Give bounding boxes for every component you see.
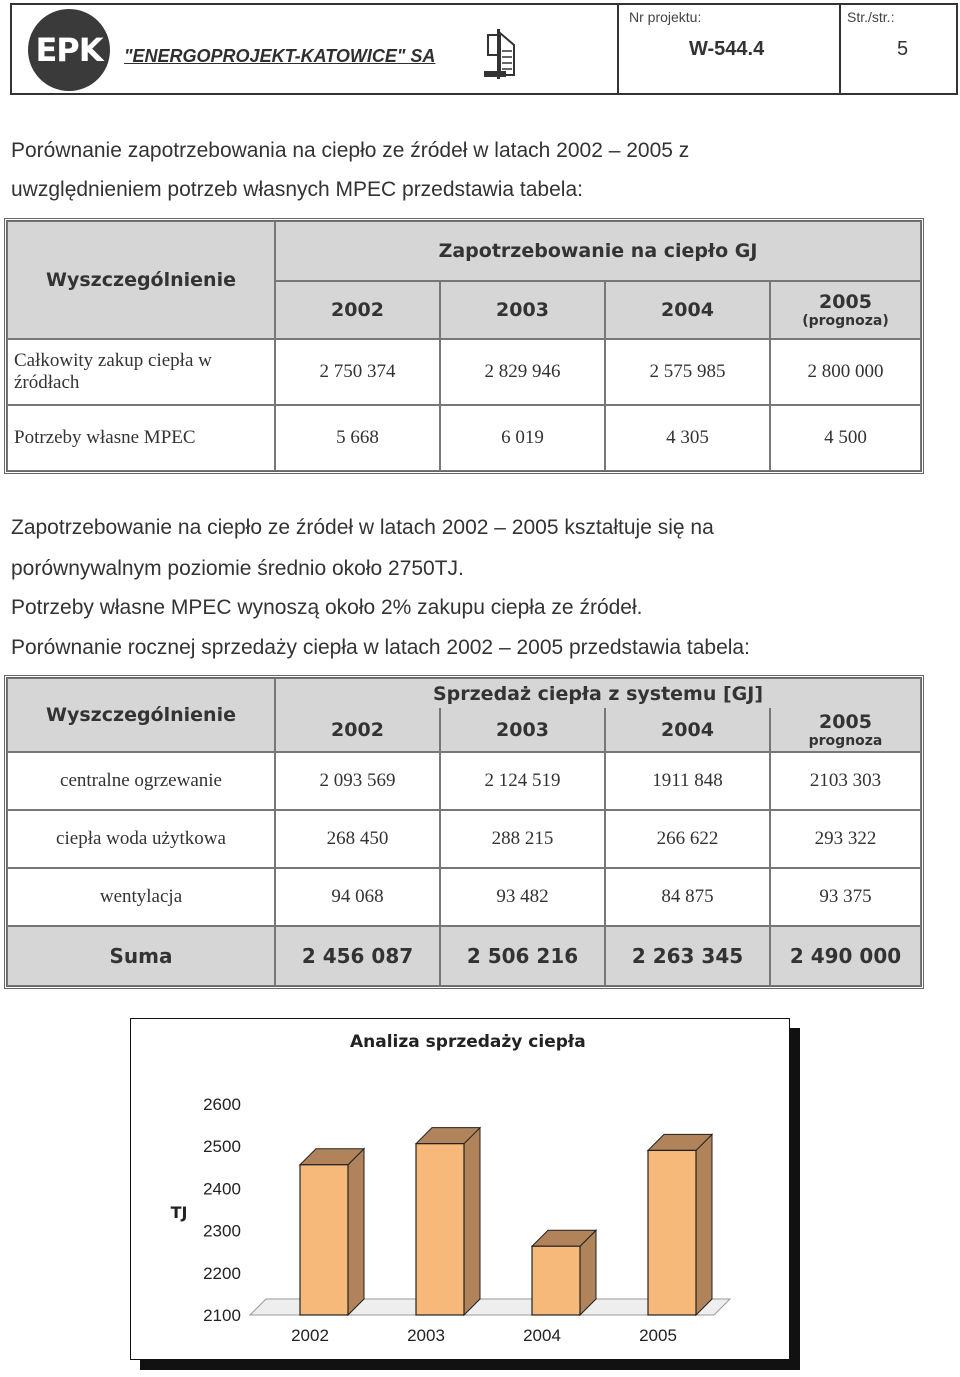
bar-chart [130, 1018, 790, 1360]
company-name: "ENERGOPROJEKT-KATOWICE" SA [124, 46, 436, 66]
bar [648, 1150, 696, 1315]
intro-line-2: uwzględnieniem potrzeb własnych MPEC przedstawia tabela: [11, 178, 583, 201]
project-number: W-544.4 [689, 38, 765, 60]
y-axis-label: TJ [170, 1203, 188, 1222]
y-tick-label: 2400 [203, 1179, 241, 1199]
cell-value: 2 124 519 [440, 752, 605, 810]
cell-value: 2 829 946 [440, 339, 605, 405]
middle-line-2: porównywalnym poziomie średnio około 2750TJ. [11, 557, 464, 580]
row-label: ciepła woda użytkowa [7, 810, 275, 868]
table-row [7, 810, 921, 868]
cell-value: 2 800 000 [770, 339, 921, 405]
x-tick-label: 2004 [523, 1326, 561, 1345]
heat-demand-table [4, 218, 924, 474]
middle-line-1: Zapotrzebowanie na ciepło ze źródeł w latach 2002 – 2005 kształtuje się na [11, 516, 714, 539]
table-row [7, 868, 921, 926]
bar-side [464, 1128, 480, 1315]
y-tick-label: 2200 [203, 1263, 241, 1283]
t2-year-2005-label: 2005 [819, 710, 872, 733]
t1-year-2005 [770, 281, 921, 339]
cell-value: 94 068 [275, 868, 440, 926]
y-tick-label: 2300 [203, 1221, 241, 1241]
t2-forecast-note: prognoza [808, 732, 883, 749]
cell-value: 5 668 [275, 405, 440, 471]
bar [300, 1165, 348, 1315]
cell-value: 268 450 [275, 810, 440, 868]
sum-value: 2 263 345 [605, 926, 770, 986]
table-row [7, 339, 921, 405]
cell-value: 266 622 [605, 810, 770, 868]
cell-value: 2103 303 [770, 752, 921, 810]
cell-value: 2 093 569 [275, 752, 440, 810]
logo-text: EPK [35, 31, 103, 69]
y-tick-label: 2600 [203, 1095, 241, 1114]
bar-side [348, 1149, 364, 1315]
cell-value: 1911 848 [605, 752, 770, 810]
header-company-cell [12, 5, 619, 93]
page-number: 5 [897, 38, 909, 60]
header-page-cell [839, 5, 956, 93]
emblem-icon [480, 27, 522, 83]
cell-value: 84 875 [605, 868, 770, 926]
x-tick-label: 2002 [291, 1326, 329, 1345]
cell-value: 4 305 [605, 405, 770, 471]
y-tick-label: 2500 [203, 1137, 241, 1157]
bar [416, 1144, 464, 1315]
t2-year-2002: 2002 [275, 708, 440, 752]
table-row [7, 752, 921, 810]
bar [532, 1246, 580, 1315]
sum-label: Suma [7, 926, 275, 986]
t2-year-2005 [770, 708, 921, 752]
sum-value: 2 506 216 [440, 926, 605, 986]
row-label: wentylacja [7, 868, 275, 926]
t2-group-header: Sprzedaż ciepła z systemu [GJ] [275, 678, 921, 708]
document-header [10, 3, 958, 95]
t1-forecast-note: (prognoza) [802, 313, 889, 329]
header-project-cell [617, 5, 841, 93]
cell-value: 93 375 [770, 868, 921, 926]
project-label: Nr projektu: [629, 9, 702, 25]
t1-group-header: Zapotrzebowanie na ciepło GJ [275, 221, 921, 281]
t1-year-2002: 2002 [275, 281, 440, 339]
y-tick-label: 2100 [203, 1306, 241, 1325]
bar-side [696, 1134, 712, 1315]
x-tick-label: 2003 [407, 1326, 445, 1345]
row-label: centralne ogrzewanie [7, 752, 275, 810]
table-row [7, 405, 921, 471]
middle-line-4: Porównanie rocznej sprzedaży ciepła w latach 2002 – 2005 przedstawia tabela: [11, 636, 750, 659]
cell-value: 2 750 374 [275, 339, 440, 405]
t1-year-2003: 2003 [440, 281, 605, 339]
page-label: Str./str.: [847, 9, 895, 25]
t1-year-2005-label: 2005 [819, 291, 872, 313]
row-label: Potrzeby własne MPEC [7, 405, 275, 471]
sum-value: 2 490 000 [770, 926, 921, 986]
heat-sales-table [4, 675, 924, 989]
cell-value: 293 322 [770, 810, 921, 868]
epk-logo [28, 9, 110, 91]
cell-value: 4 500 [770, 405, 921, 471]
row-label: Całkowity zakup ciepła w źródłach [7, 339, 275, 405]
intro-line-1: Porównanie zapotrzebowania na ciepło ze źródeł w latach 2002 – 2005 z [11, 139, 690, 162]
t2-year-2004: 2004 [605, 708, 770, 752]
chart-title: Analiza sprzedaży ciepła [350, 1032, 586, 1052]
sum-row [7, 926, 921, 986]
middle-line-3: Potrzeby własne MPEC wynoszą około 2% zakupu ciepła ze źródeł. [11, 596, 643, 619]
x-tick-label: 2005 [639, 1326, 677, 1345]
t2-col-header: Wyszczególnienie [7, 678, 275, 752]
cell-value: 2 575 985 [605, 339, 770, 405]
t1-year-2004: 2004 [605, 281, 770, 339]
t1-col-header: Wyszczególnienie [7, 221, 275, 339]
sum-value: 2 456 087 [275, 926, 440, 986]
cell-value: 6 019 [440, 405, 605, 471]
t2-year-2003: 2003 [440, 708, 605, 752]
cell-value: 93 482 [440, 868, 605, 926]
cell-value: 288 215 [440, 810, 605, 868]
